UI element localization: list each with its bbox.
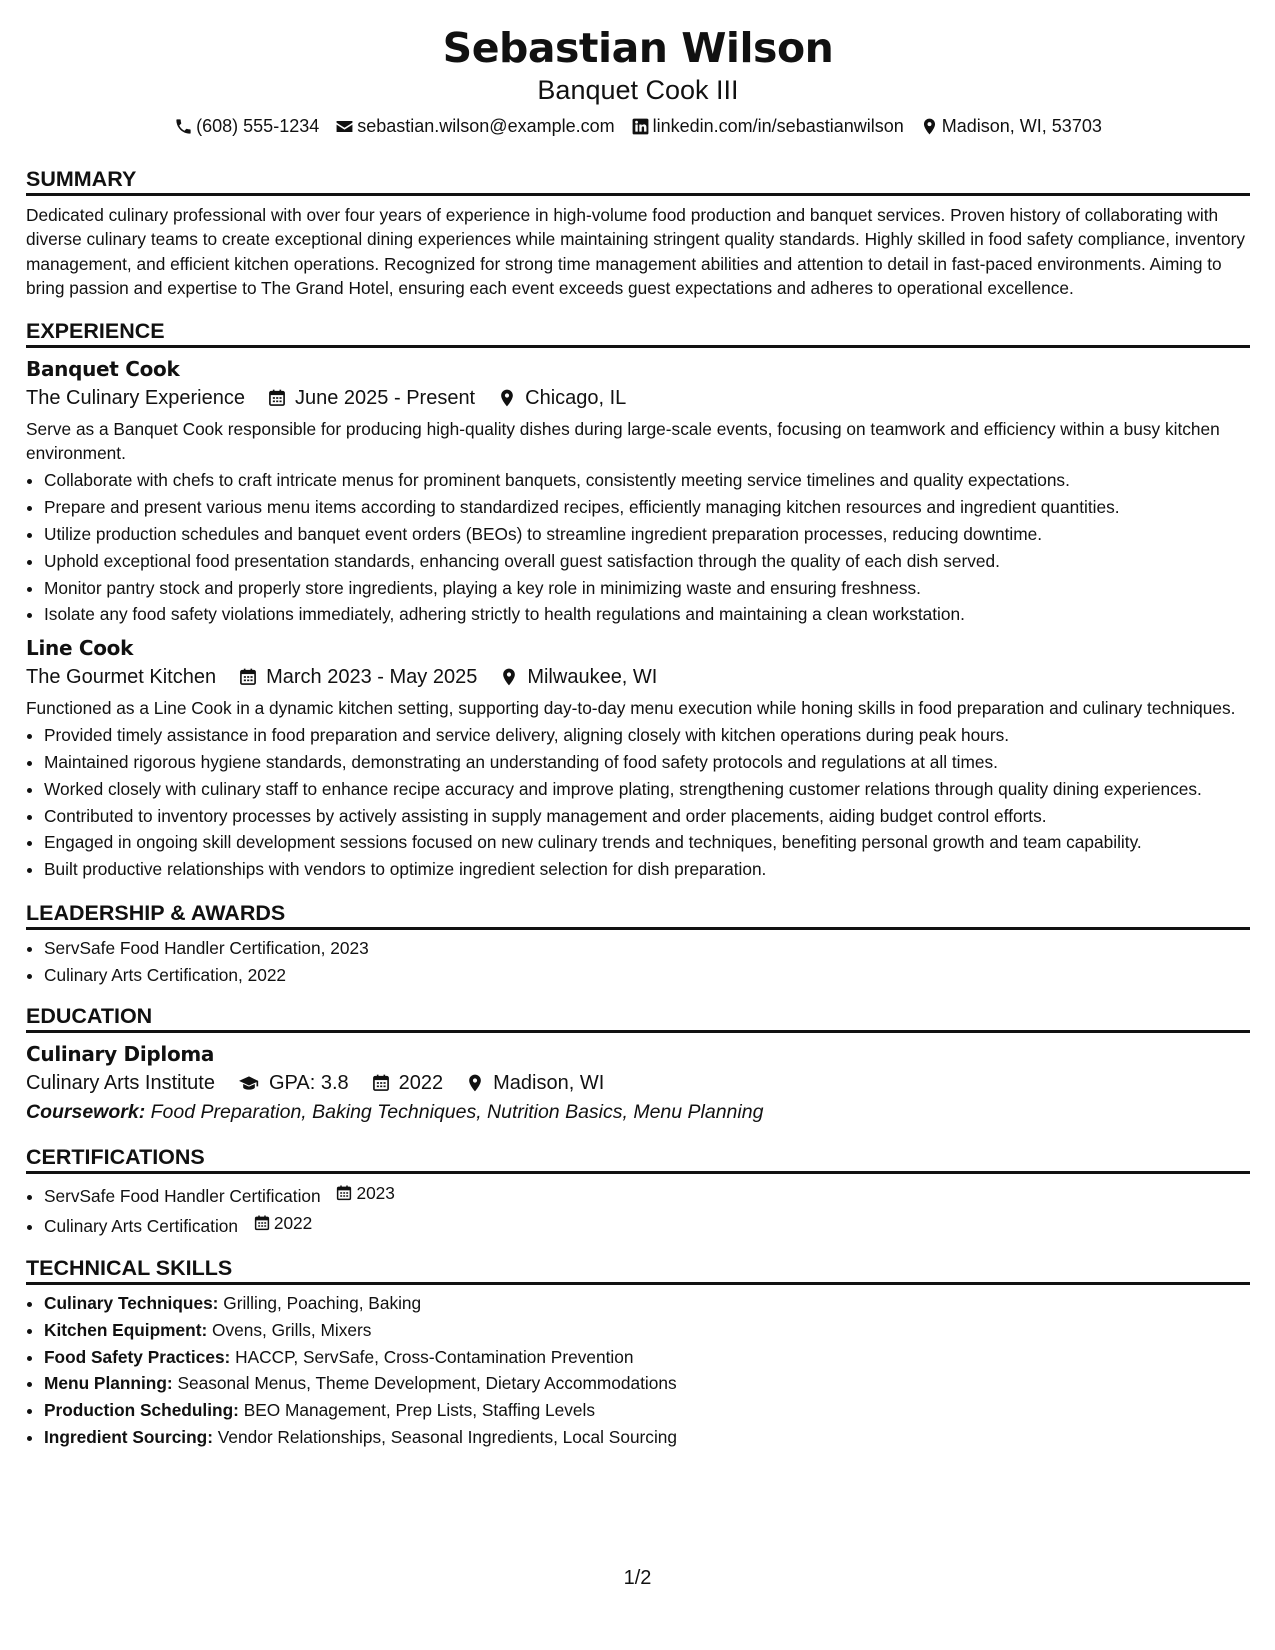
education-meta	[26, 1068, 1250, 1098]
contact-phone: (608) 555-1234	[174, 114, 319, 138]
list-item	[44, 1345, 1250, 1369]
skills-section	[26, 1255, 1250, 1450]
list-item: • Collaborate with chefs to craft intricate menus for prominent banquets, consistently meeting service timelines and quality expectations.	[44, 468, 1250, 492]
leadership-section	[26, 900, 1250, 987]
calendar-icon	[335, 1184, 353, 1202]
section-title-summary: SUMMARY	[26, 166, 1250, 196]
job-description: Functioned as a Line Cook in a dynamic kitchen setting, supporting day-to-day menu execution while honing skills in food preparation and culinary techniques.	[26, 697, 1236, 718]
job-bullets	[26, 468, 1250, 627]
job-meta	[26, 383, 1250, 413]
job-title: Line Cook	[26, 635, 134, 660]
skill-value: Ovens, Grills, Mixers	[212, 1319, 372, 1340]
list-item: • Culinary Arts Certification, 2022	[44, 963, 1250, 987]
section-title-experience: EXPERIENCE	[26, 318, 1250, 348]
job-company: The Gourmet Kitchen	[26, 665, 217, 688]
gpa-value: GPA: 3.8	[268, 1072, 349, 1095]
resume-header	[26, 22, 1250, 138]
degree-title: Culinary Diploma	[26, 1042, 215, 1067]
certifications-list	[26, 1181, 1250, 1239]
job-entry	[26, 634, 1250, 882]
calendar-icon	[371, 1073, 391, 1093]
section-title-skills: TECHNICAL SKILLS	[26, 1255, 1250, 1285]
list-item	[44, 1211, 1250, 1239]
section-title-leadership: LEADERSHIP & AWARDS	[26, 900, 1250, 930]
list-item: • Uphold exceptional food presentation standards, enhancing overall guest satisfaction through the quality of each dish served.	[44, 549, 1250, 573]
school-location: Madison, WI	[493, 1072, 605, 1095]
education-section	[26, 1003, 1250, 1126]
linkedin-icon	[631, 117, 650, 136]
summary-section	[26, 166, 1250, 301]
list-item: • Utilize production schedules and banquet event orders (BEOs) to streamline ingredient preparation processes, reducing downtime.	[44, 522, 1250, 546]
job-title: Banquet Cook	[26, 356, 180, 381]
job-company: The Culinary Experience	[26, 386, 245, 409]
candidate-name: Sebastian Wilson	[442, 24, 834, 72]
contact-email[interactable]: sebastian.wilson@example.com	[335, 114, 614, 138]
skill-value: Vendor Relationships, Seasonal Ingredients, Local Sourcing	[217, 1427, 678, 1448]
skill-value: HACCP, ServSafe, Cross-Contamination Prevention	[235, 1346, 634, 1367]
job-meta	[26, 662, 1250, 692]
job-location: Milwaukee, WI	[527, 665, 658, 688]
skill-label: Menu Planning:	[44, 1373, 173, 1394]
coursework	[26, 1098, 1250, 1126]
list-item: • Isolate any food safety violations immediately, adhering strictly to health regulations and maintaining a clean workstation.	[44, 602, 1250, 626]
contact-bar	[26, 114, 1250, 138]
list-item	[44, 1371, 1250, 1395]
coursework-list: Food Preparation, Baking Techniques, Nutrition Basics, Menu Planning	[150, 1101, 764, 1124]
contact-linkedin[interactable]: linkedin.com/in/sebastianwilson	[631, 114, 904, 138]
cert-year: 2022	[273, 1213, 313, 1234]
list-item: • Engaged in ongoing skill development sessions focused on new culinary trends and techniques, benefiting personal growth and team capability.	[44, 830, 1250, 854]
experience-section	[26, 318, 1250, 882]
coursework-label: Coursework:	[26, 1101, 146, 1124]
cert-year: 2023	[356, 1183, 395, 1204]
resume-page	[26, 22, 1250, 1450]
skill-label: Culinary Techniques:	[44, 1292, 219, 1313]
section-title-education: EDUCATION	[26, 1003, 1250, 1033]
cert-name: Culinary Arts Certification	[44, 1216, 239, 1237]
calendar-icon	[253, 1214, 271, 1232]
list-item: • Contributed to inventory processes by actively assisting in supply management and order placements, aiding budget control efforts.	[44, 804, 1250, 828]
job-dates: June 2025 - Present	[295, 386, 476, 409]
skill-label: Ingredient Sourcing:	[44, 1427, 213, 1448]
skill-value: Grilling, Poaching, Baking	[223, 1292, 422, 1313]
job-dates: March 2023 - May 2025	[266, 665, 478, 688]
job-bullets	[26, 723, 1250, 882]
skill-value: BEO Management, Prep Lists, Staffing Levels	[243, 1400, 595, 1421]
cert-name: ServSafe Food Handler Certification	[44, 1186, 321, 1207]
list-item	[44, 1398, 1250, 1422]
school-name: Culinary Arts Institute	[26, 1072, 215, 1095]
calendar-icon	[267, 388, 287, 408]
skill-label: Kitchen Equipment:	[44, 1319, 208, 1340]
list-item	[44, 1181, 1250, 1209]
list-item: • Built productive relationships with vendors to optimize ingredient selection for dish preparation.	[44, 857, 1250, 881]
job-location: Chicago, IL	[525, 386, 627, 409]
graduation-year: 2022	[398, 1072, 444, 1095]
list-item: • Maintained rigorous hygiene standards, demonstrating an understanding of food safety protocols and regulations at all times.	[44, 750, 1250, 774]
map-pin-icon	[499, 667, 519, 687]
leadership-list	[26, 936, 1250, 987]
job-entry	[26, 355, 1250, 627]
graduation-cap-icon	[237, 1073, 261, 1093]
section-title-certifications: CERTIFICATIONS	[26, 1144, 1250, 1174]
calendar-icon	[238, 667, 258, 687]
candidate-headline: Banquet Cook III	[537, 75, 739, 105]
skills-list	[26, 1291, 1250, 1450]
contact-location: Madison, WI, 53703	[920, 114, 1102, 138]
list-item: • ServSafe Food Handler Certification, 2023	[44, 936, 1250, 960]
list-item	[44, 1318, 1250, 1342]
list-item	[44, 1425, 1250, 1449]
job-description: Serve as a Banquet Cook responsible for producing high-quality dishes during large-scale events, focusing on teamwork and efficiency within a busy kitchen environment.	[26, 418, 1220, 464]
page-number: 1/2	[623, 1567, 652, 1589]
skill-label: Food Safety Practices:	[44, 1346, 231, 1367]
skill-label: Production Scheduling:	[44, 1400, 239, 1421]
phone-icon	[174, 117, 193, 136]
list-item: • Prepare and present various menu items according to standardized recipes, efficiently managing kitchen resources and ingredient quantities.	[44, 495, 1250, 519]
map-pin-icon	[920, 117, 939, 136]
certifications-section	[26, 1144, 1250, 1239]
list-item: • Worked closely with culinary staff to enhance recipe accuracy and improve plating, strengthening customer relations through quality dining experiences.	[44, 777, 1250, 801]
map-pin-icon	[497, 388, 517, 408]
summary-text: Dedicated culinary professional with over four years of experience in high-volume food production and banquet services. Proven history of collaborating with diverse culinary teams to create exceptional dining experiences while maintaining stringent quality standards. Highly skilled in food safety compliance, inventory management, and efficient kitchen operations. Recognized for strong time management abilities and attention to detail in fast-paced environments. Aiming to bring passion and expertise to The Grand Hotel, ensuring each event exceeds guest expectations and adheres to operational excellence.	[26, 205, 1245, 299]
list-item: • Monitor pantry stock and properly store ingredients, playing a key role in minimizing waste and ensuring freshness.	[44, 576, 1250, 600]
skill-value: Seasonal Menus, Theme Development, Dietary Accommodations	[177, 1373, 677, 1394]
envelope-icon	[335, 117, 354, 136]
list-item	[44, 1291, 1250, 1315]
list-item: • Provided timely assistance in food preparation and service delivery, aligning closely with kitchen operations during peak hours.	[44, 723, 1250, 747]
map-pin-icon	[465, 1073, 485, 1093]
